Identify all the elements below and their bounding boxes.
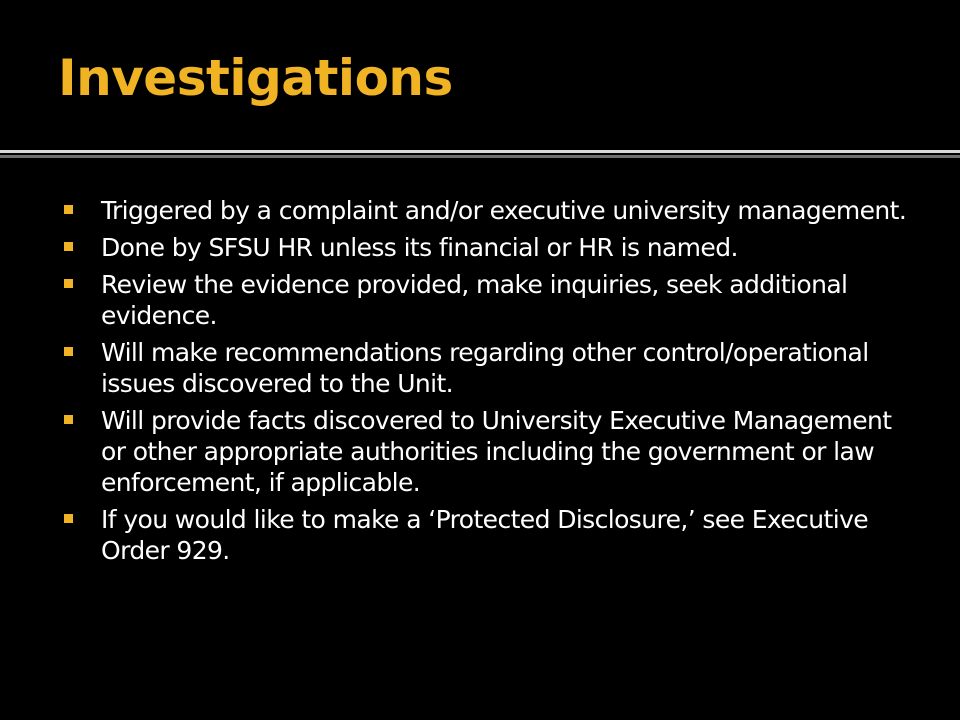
square-bullet-icon (64, 347, 73, 356)
bullet-text: Will make recommendations regarding other control/operational issues discovered to the Unit. (101, 338, 869, 398)
title-divider-light (0, 150, 960, 153)
bullet-item (101, 195, 921, 226)
bullet-item (101, 504, 921, 566)
content-area (0, 158, 960, 720)
square-bullet-icon (64, 415, 73, 424)
bullet-item (101, 337, 921, 399)
bullet-text: Done by SFSU HR unless its financial or HR is named. (101, 233, 738, 262)
square-bullet-icon (64, 279, 73, 288)
bullet-item (101, 232, 921, 263)
bullet-list (101, 195, 921, 572)
square-bullet-icon (64, 242, 73, 251)
bullet-text: Review the evidence provided, make inquiries, seek additional evidence. (101, 270, 848, 330)
bullet-text: Will provide facts discovered to University Executive Management or other appropriate authorities including the government or law enforcement, if applicable. (101, 406, 892, 497)
bullet-text: If you would like to make a ‘Protected Disclosure,’ see Executive Order 929. (101, 505, 869, 565)
bullet-text: Triggered by a complaint and/or executive university management. (101, 196, 907, 225)
bullet-item (101, 269, 921, 331)
bullet-item (101, 405, 921, 498)
square-bullet-icon (64, 514, 73, 523)
title-bar (0, 0, 960, 150)
slide-title: Investigations (58, 49, 453, 107)
square-bullet-icon (64, 205, 73, 214)
